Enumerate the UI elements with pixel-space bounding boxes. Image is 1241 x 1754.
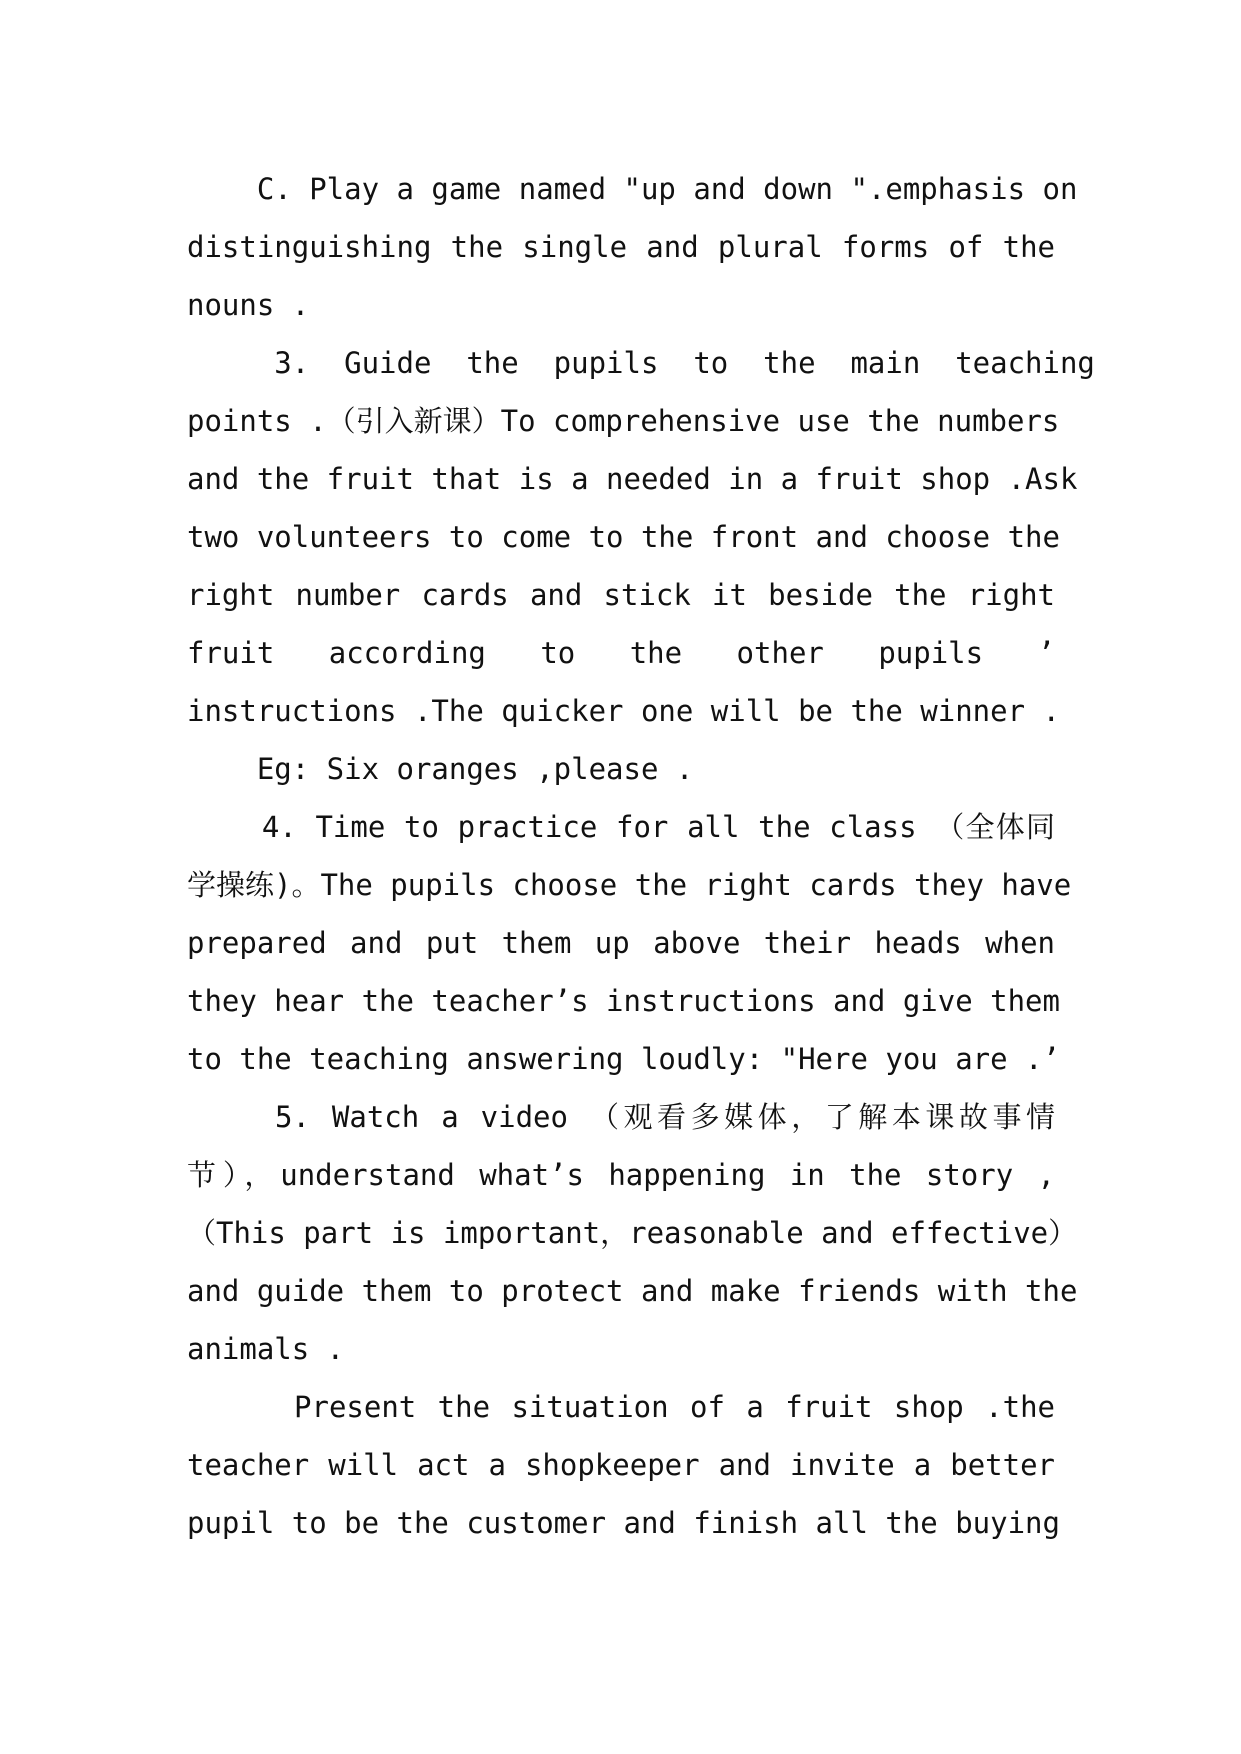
body-text (187, 160, 1095, 1552)
text-line: animals . (187, 1332, 345, 1366)
text-line: instructions .The quicker one will be the winner . (187, 694, 1060, 728)
text-line: nouns . (187, 288, 310, 322)
text-line: Eg: Six oranges ,please . (187, 752, 694, 786)
text-line: prepared and put them up above their heads when (187, 926, 1055, 960)
text-line: 学操练)。The pupils choose the right cards they have (187, 868, 1072, 902)
text-line: 5. Watch a video （观看多媒体，了解本课故事情 (187, 1100, 1055, 1134)
text-line: （This part is important，reasonable and effective） (187, 1216, 1078, 1250)
text-line: teacher will act a shopkeeper and invite a better (187, 1448, 1055, 1482)
text-line: right number cards and stick it beside the right (187, 578, 1055, 612)
text-line: pupil to be the customer and finish all the buying (187, 1506, 1060, 1540)
text-line: to the teaching answering loudly: "Here you are .’ (187, 1042, 1060, 1076)
text-line: and guide them to protect and make friends with the (187, 1274, 1078, 1308)
text-line: Present the situation of a fruit shop .the (187, 1390, 1055, 1424)
text-line: they hear the teacher’s instructions and give them (187, 984, 1060, 1018)
text-line: distinguishing the single and plural forms of the (187, 230, 1055, 264)
text-line: 3. Guide the pupils to the main teaching (187, 346, 1095, 380)
text-line: fruit according to the other pupils ’ (187, 636, 1055, 670)
text-line: 4. Time to practice for all the class （全体同 (187, 810, 1055, 844)
text-line: 节），understand what’s happening in the story , (187, 1158, 1055, 1192)
text-line: two volunteers to come to the front and choose the (187, 520, 1060, 554)
text-line: points .（引入新课）To comprehensive use the numbers (187, 404, 1060, 438)
text-line: C. Play a game named "up and down ".emphasis on (187, 172, 1078, 206)
text-line: and the fruit that is a needed in a fruit shop .Ask (187, 462, 1078, 496)
